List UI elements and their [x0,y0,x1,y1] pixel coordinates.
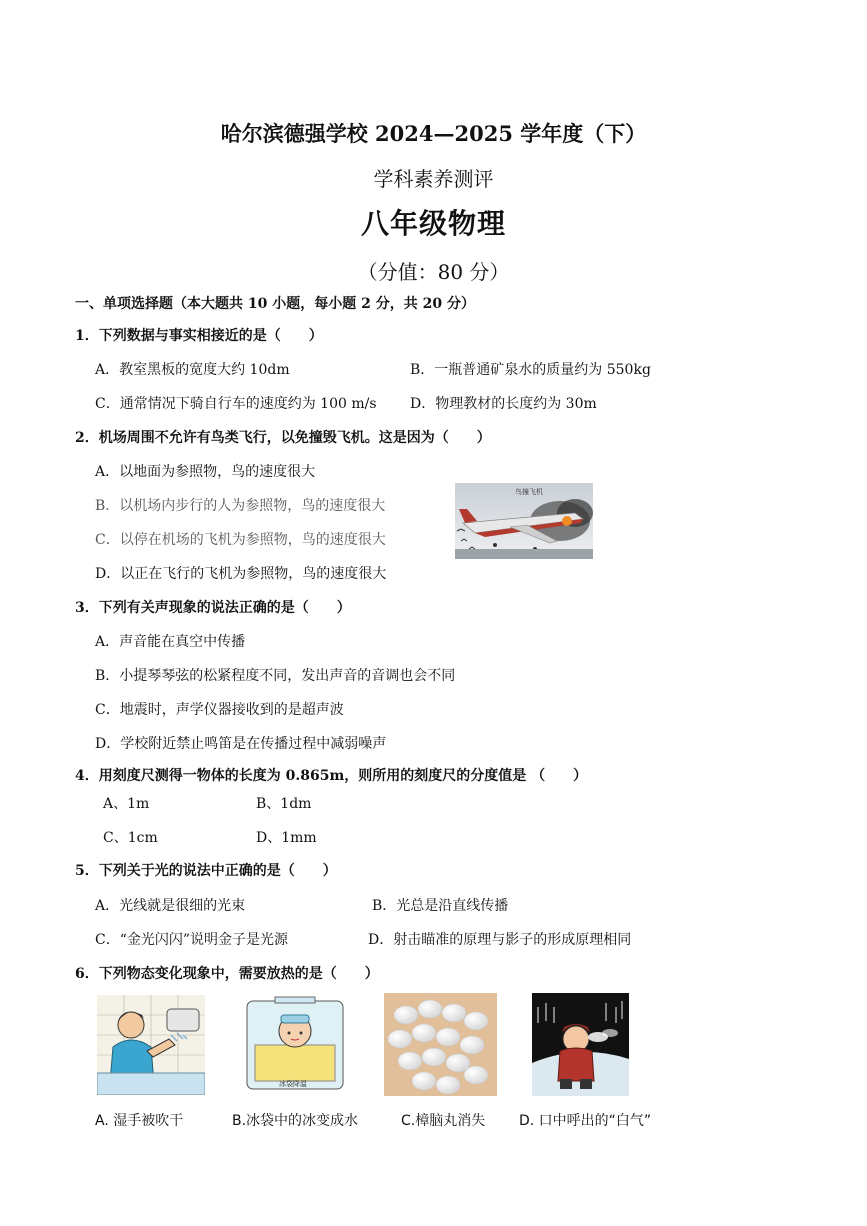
question-5-option-b: B．光总是沿直线传播 [372,898,509,914]
school-title: 哈尔滨德强学校 2024—2025 学年度（下） [220,121,647,146]
question-1-option-b: B．一瓶普通矿泉水的质量约为 550kg [410,362,651,378]
question-6-stem: 6．下列物态变化现象中，需要放热的是（ ） [75,966,379,982]
question-2-option-b: B．以机场内步行的人为参照物，鸟的速度很大 [95,498,386,514]
question-6-option-c: C.樟脑丸消失 [401,1113,486,1129]
question-3-option-d: D．学校附近禁止鸣笛是在传播过程中减弱噪声 [95,736,387,752]
question-6-option-b: B.冰袋中的冰变成水 [232,1113,359,1129]
ice-bag-image [241,995,349,1095]
question-6-option-a: A. 湿手被吹干 [95,1113,184,1129]
question-5-stem: 5．下列关于光的说法中正确的是（ ） [75,863,337,879]
question-4-option-c: C、1cm [103,830,158,846]
exam-subtitle: 学科素养测评 [373,167,494,191]
question-3-option-a: A．声音能在真空中传播 [95,634,246,650]
ice-bag-label: 冰袋降温 [279,1080,307,1088]
hand-dryer-image [97,995,205,1095]
question-3-option-b: B．小提琴琴弦的松紧程度不同，发出声音的音调也会不同 [95,668,456,684]
question-5-option-c: C．“金光闪闪”说明金子是光源 [95,932,289,948]
score-value: （分值：80 分） [357,260,510,284]
question-5-option-d: D．射击瞄准的原理与影子的形成原理相同 [368,932,632,948]
question-1-option-a: A．教室黑板的宽度大约 10dm [95,362,290,378]
question-3-option-c: C．地震时，声学仪器接收到的是超声波 [95,702,344,718]
question-2-option-c: C．以停在机场的飞机为参照物，鸟的速度很大 [95,532,386,548]
question-4-option-b: B、1dm [256,796,312,812]
section-heading: 一、单项选择题（本大题共 10 小题，每小题 2 分，共 20 分） [75,296,475,312]
white-breath-image [532,993,629,1096]
question-1-option-c: C．通常情况下骑自行车的速度约为 100 m/s [95,396,377,412]
question-5-option-a: A．光线就是很细的光束 [95,898,246,914]
question-1-stem: 1．下列数据与事实相接近的是（ ） [75,328,323,344]
question-6-option-d: D. 口中呼出的“白气” [519,1113,652,1129]
question-4-stem: 4．用刻度尺测得一物体的长度为 0.865m，则所用的刻度尺的分度值是 （ ） [75,768,588,784]
mothballs-image [384,993,497,1096]
question-4-option-a: A、1m [103,796,150,812]
subject-title: 八年级物理 [360,207,506,240]
question-2-stem: 2．机场周围不允许有鸟类飞行，以免撞毁飞机。这是因为（ ） [75,430,491,446]
bird-strike-airplane-image [455,483,593,559]
question-1-option-d: D．物理教材的长度约为 30m [410,396,597,412]
image-caption: 鸟撞飞机 [515,488,543,496]
question-3-stem: 3．下列有关声现象的说法正确的是（ ） [75,600,351,616]
question-2-option-d: D．以正在飞行的飞机为参照物，鸟的速度很大 [95,566,387,582]
question-2-option-a: A．以地面为参照物，鸟的速度很大 [95,464,316,480]
question-4-option-d: D、1mm [256,830,317,846]
